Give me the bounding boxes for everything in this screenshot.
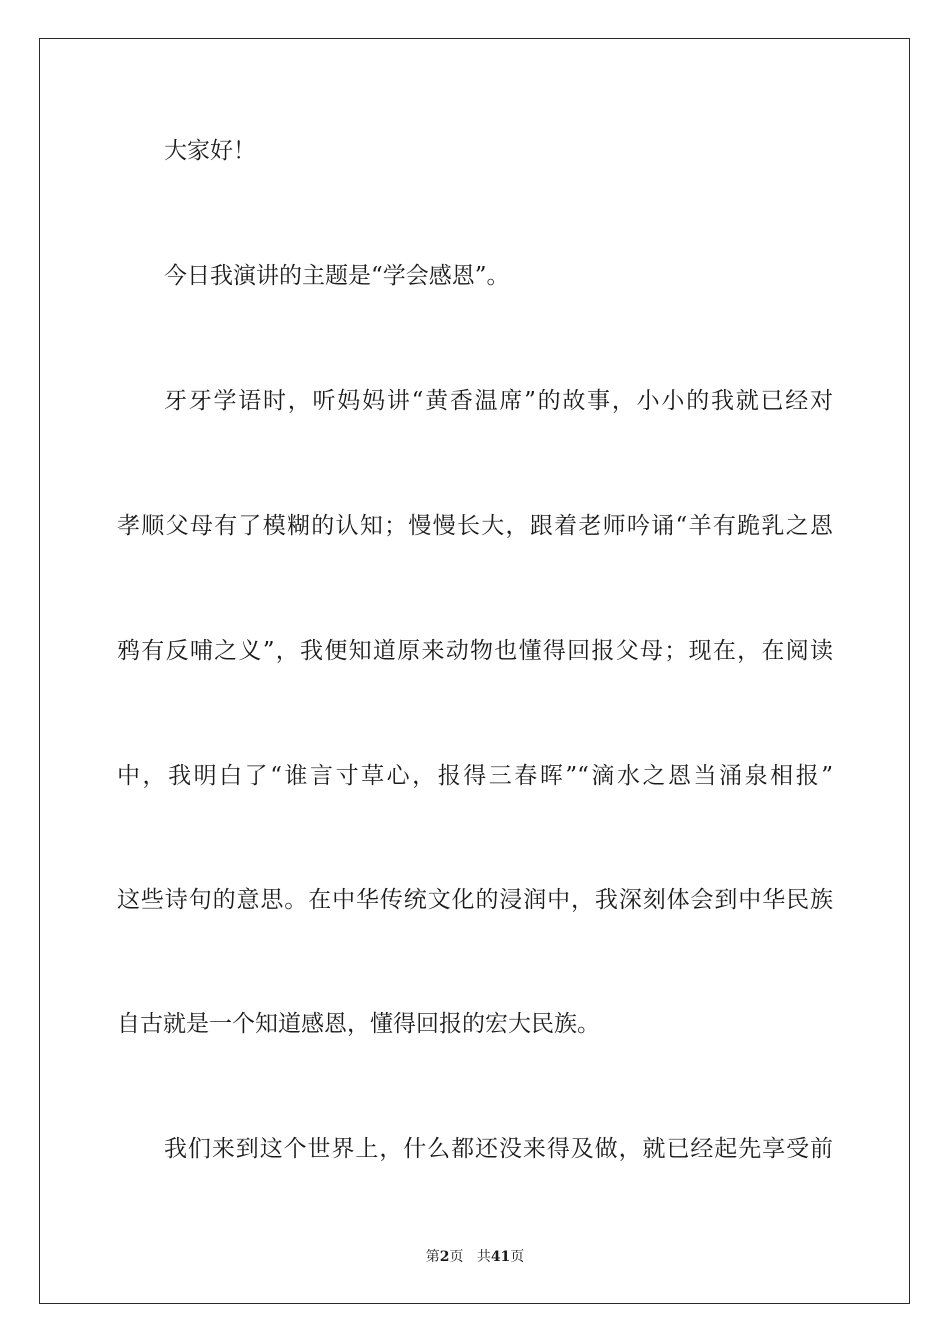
paragraph-line: 今日我演讲的主题是“学会感恩”。: [164, 263, 510, 289]
paragraph-line: 自古就是一个知道感恩，懂得回报的宏大民族。: [117, 1011, 600, 1037]
total-suffix: 页: [510, 1249, 525, 1265]
page-border: [39, 38, 910, 1304]
page-number: 2: [439, 1249, 450, 1265]
total-prefix: 共: [476, 1249, 491, 1265]
paragraph-line: 大家好！: [164, 138, 256, 164]
page-suffix: 页: [449, 1249, 464, 1265]
paragraph-line: 中，我明白了“谁言寸草心，报得三春晖”“滴水之恩当涌泉相报”: [117, 763, 833, 789]
paragraph-line: 孝顺父母有了模糊的认知；慢慢长大，跟着老师吟诵“羊有跪乳之恩: [117, 513, 833, 539]
paragraph-line: 这些诗句的意思。在中华传统文化的浸润中，我深刻体会到中华民族: [117, 887, 833, 913]
paragraph-line: 牙牙学语时，听妈妈讲“黄香温席”的故事，小小的我就已经对: [164, 388, 833, 414]
total-pages: 41: [490, 1249, 511, 1265]
paragraph-line: 我们来到这个世界上，什么都还没来得及做，就已经起先享受前: [164, 1136, 833, 1162]
paragraph-line: 鸦有反哺之义”，我便知道原来动物也懂得回报父母；现在，在阅读: [117, 638, 833, 664]
page-prefix: 第: [425, 1249, 440, 1265]
page-footer: [0, 1246, 950, 1266]
